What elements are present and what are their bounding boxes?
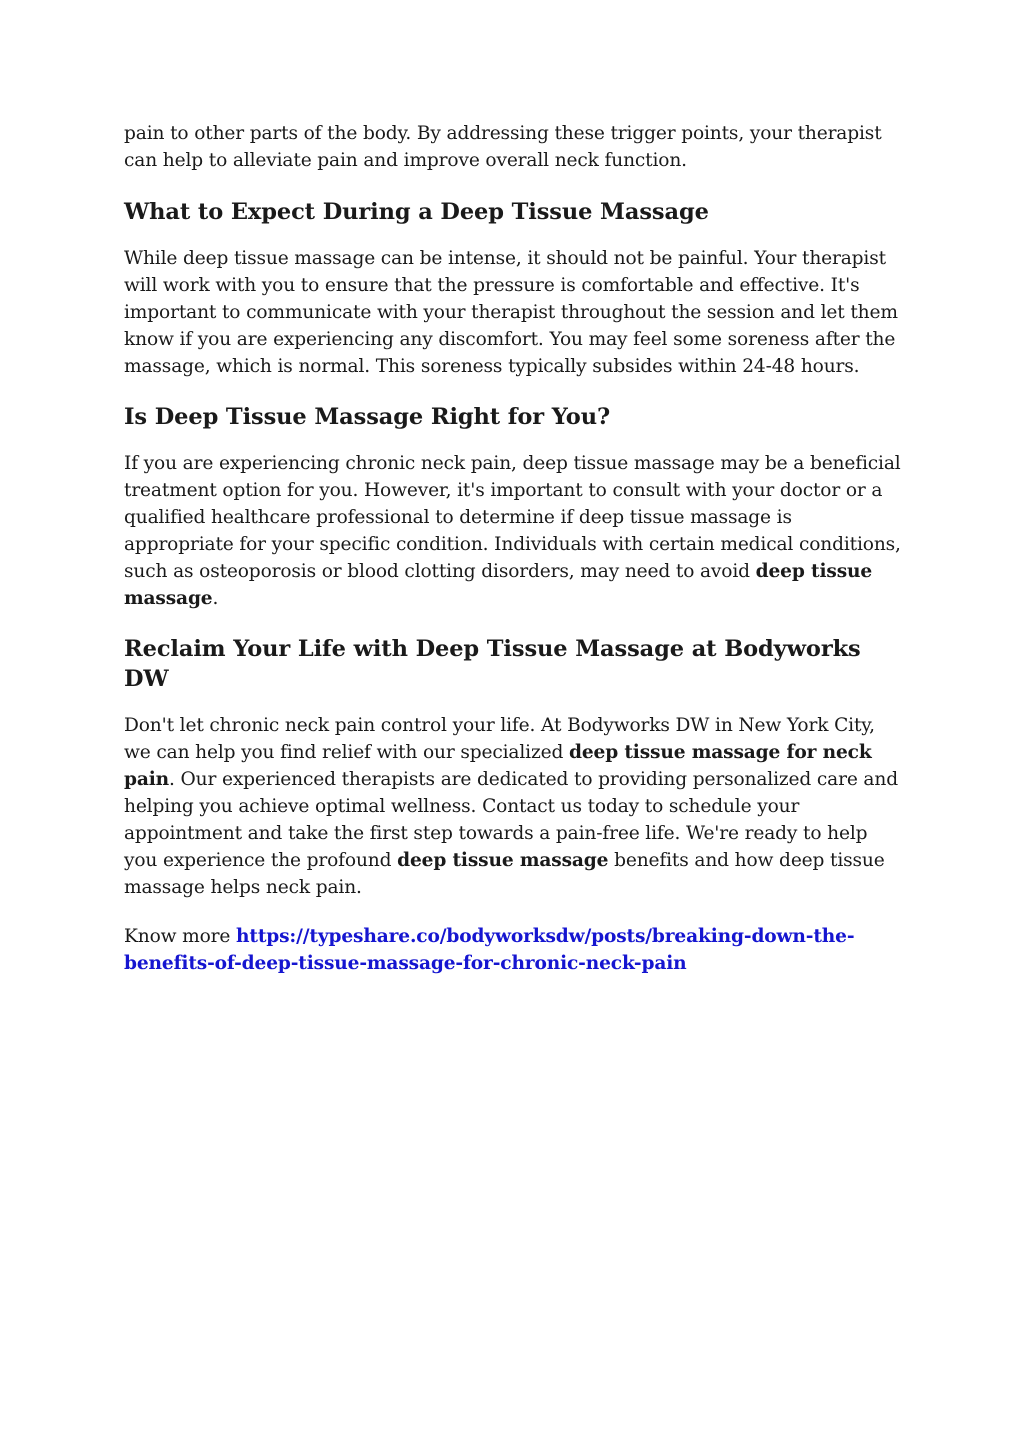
article-link[interactable]: https://typeshare.co/bodyworksdw/posts/breaking-down-the-benefits-of-deep-tissue-massage-for-chronic-neck-pain <box>124 926 855 974</box>
text-segment: benefits and how deep tissue massage helps neck pain. <box>124 850 885 898</box>
bold-keyword: deep tissue massage <box>124 561 873 609</box>
heading-is-it-right: Is Deep Tissue Massage Right for You? <box>124 404 611 430</box>
heading-reclaim-your-life: Reclaim Your Life with Deep Tissue Massage at Bodyworks DW <box>124 636 861 692</box>
heading-what-to-expect: What to Expect During a Deep Tissue Massage <box>124 199 709 225</box>
paragraph-what-to-expect: While deep tissue massage can be intense, it should not be painful. Your therapist will work with you to ensure that the pressure is comfortable and effective. It's important to communicate with your therapist throughout the session and let them know if you are experiencing any discomfort. You may feel some soreness after the massage, which is normal. This soreness typically subsides within 24-48 hours. <box>124 248 898 377</box>
text-segment: Don't let chronic neck pain control your life. At Bodyworks DW in New York City, we can help you find relief with our specialized <box>124 715 875 763</box>
paragraph-reclaim-your-life <box>124 712 904 901</box>
text-segment: If you are experiencing chronic neck pain, deep tissue massage may be a beneficial treatment option for you. However, it's important to consult with your doctor or a qualified healthcare professional to determine if deep tissue massage is appropriate for your specific condition. Individuals with certain medical conditions, such as osteoporosis or blood clotting disorders, may need to avoid <box>124 453 901 582</box>
text-segment: . <box>212 588 219 609</box>
know-more-label: Know more <box>124 926 237 947</box>
bold-keyword: deep tissue massage for neck pain <box>124 742 872 790</box>
text-segment: . Our experienced therapists are dedicated to providing personalized care and helping you achieve optimal wellness. Contact us today to schedule your appointment and take the first step towards a pain-free life. We're ready to help you experience the profound <box>124 769 898 871</box>
document-page <box>124 120 904 999</box>
paragraph-is-it-right <box>124 450 904 612</box>
know-more-paragraph <box>124 923 904 977</box>
intro-paragraph: pain to other parts of the body. By addressing these trigger points, your therapist can help to alleviate pain and improve overall neck function. <box>124 123 882 171</box>
bold-keyword: deep tissue massage <box>397 850 609 871</box>
